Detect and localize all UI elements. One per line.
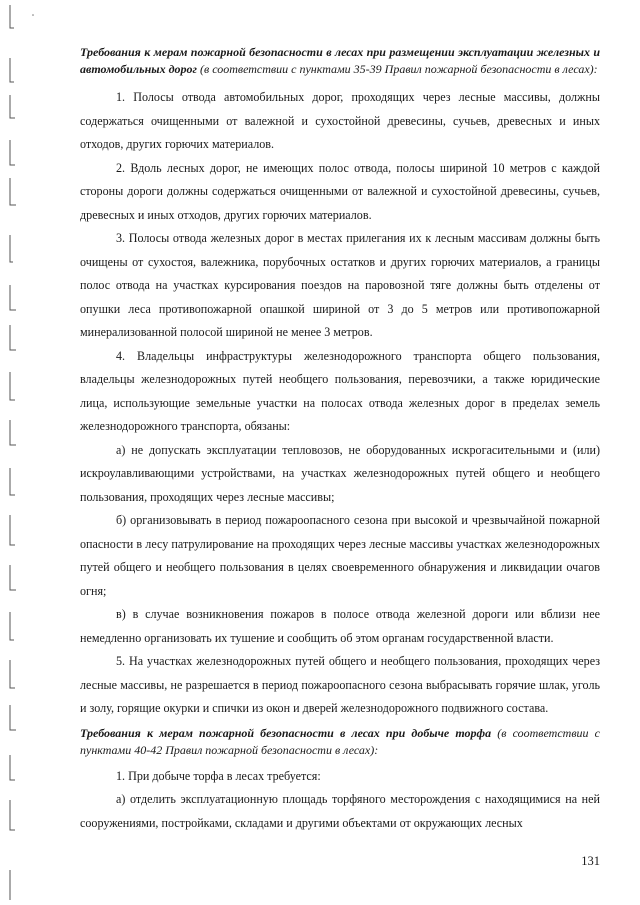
paragraph: 1. При добыче торфа в лесах требуется: xyxy=(116,768,321,783)
paragraph: 3. Полосы отвода железных дорог в местах прилегания их к лесным массивам должны быть очищены от сухостоя, валежника, порубочных остатков и других горючих материалов, а границы полос отвода на участках курсирования поездов на паровозной тяге должны быть отделены от опушки леса противопожарной опашкой шириной от 3 до 5 метров или противопожарной минерализованной полосой шириной не менее 3 метров. xyxy=(80,231,600,339)
document-body xyxy=(80,44,600,835)
binding-margin-marks xyxy=(0,0,40,905)
section-heading-peat xyxy=(80,725,600,759)
section-heading-peat-bold: Требования к мерам пожарной безопасности в лесах при добыче торфа xyxy=(80,725,492,740)
paragraph: а) отделить эксплуатационную площадь торфяного месторождения с находящимися на ней сооружениями, постройками, складами и другими объектами от окружающих лесных xyxy=(80,792,600,830)
paragraph: в) в случае возникновения пожаров в полосе отвода железной дороги или вблизи нее немедленно организовать их тушение и сообщить об этом органам государственной власти. xyxy=(80,607,600,645)
section-heading-peat-reference: (в соответствии с пунктами 40-42 Правил пожарной безопасности в лесах): xyxy=(80,725,600,757)
section-heading-roads xyxy=(80,44,600,78)
paragraph: 2. Вдоль лесных дорог, не имеющих полос отвода, полосы шириной 10 метров с каждой стороны дороги должны содержаться очищенными от валежной и сухостойной древесины, сучьев, древесных и иных отходов, других горючих материалов. xyxy=(80,160,600,222)
paragraph: 1. Полосы отвода автомобильных дорог, проходящих через лесные массивы, должны содержаться очищенными от валежной и сухостойной древесины, сучьев, древесных и иных отходов, других горючих материалов. xyxy=(80,90,600,151)
paragraph: а) не допускать эксплуатации тепловозов, не оборудованных искрогасительными и (или) искроулавливающими устройствами, на участках железнодорожных путей общего и необщего пользования, проходящих через лесные массивы; xyxy=(80,442,600,504)
paragraph: 4. Владельцы инфраструктуры железнодорожного транспорта общего пользования, владельцы железнодорожных путей необщего пользования, перевозчики, а также юридические лица, использующие земельные участки на полосах отвода железных дорог в пределах земель железнодорожного транспорта, обязаны: xyxy=(80,348,600,433)
paragraph: б) организовывать в период пожароопасного сезона при высокой и чрезвычайной пожарной опасности в лесу патрулирование на проходящих через лесные массивы участках железнодорожных путей общего и необщего пользования в целях своевременного обнаружения и ликвидации очагов огня; xyxy=(80,513,600,598)
section-heading-roads-bold: Требования к мерам пожарной безопасности в лесах при размещении эксплуатации железных и автомобильных дорог xyxy=(80,45,600,76)
paragraph: 5. На участках железнодорожных путей общего и необщего пользования, проходящих через лесные массивы, не разрешается в период пожароопасного сезона выбрасывать горячие шлак, уголь и золу, горящие окурки и спички из окон и дверей железнодорожного подвижного состава. xyxy=(80,654,600,715)
section-heading-roads-reference: (в соответствии с пунктами 35-39 Правил пожарной безопасности в лесах): xyxy=(196,62,598,76)
page-number: 131 xyxy=(581,854,600,868)
